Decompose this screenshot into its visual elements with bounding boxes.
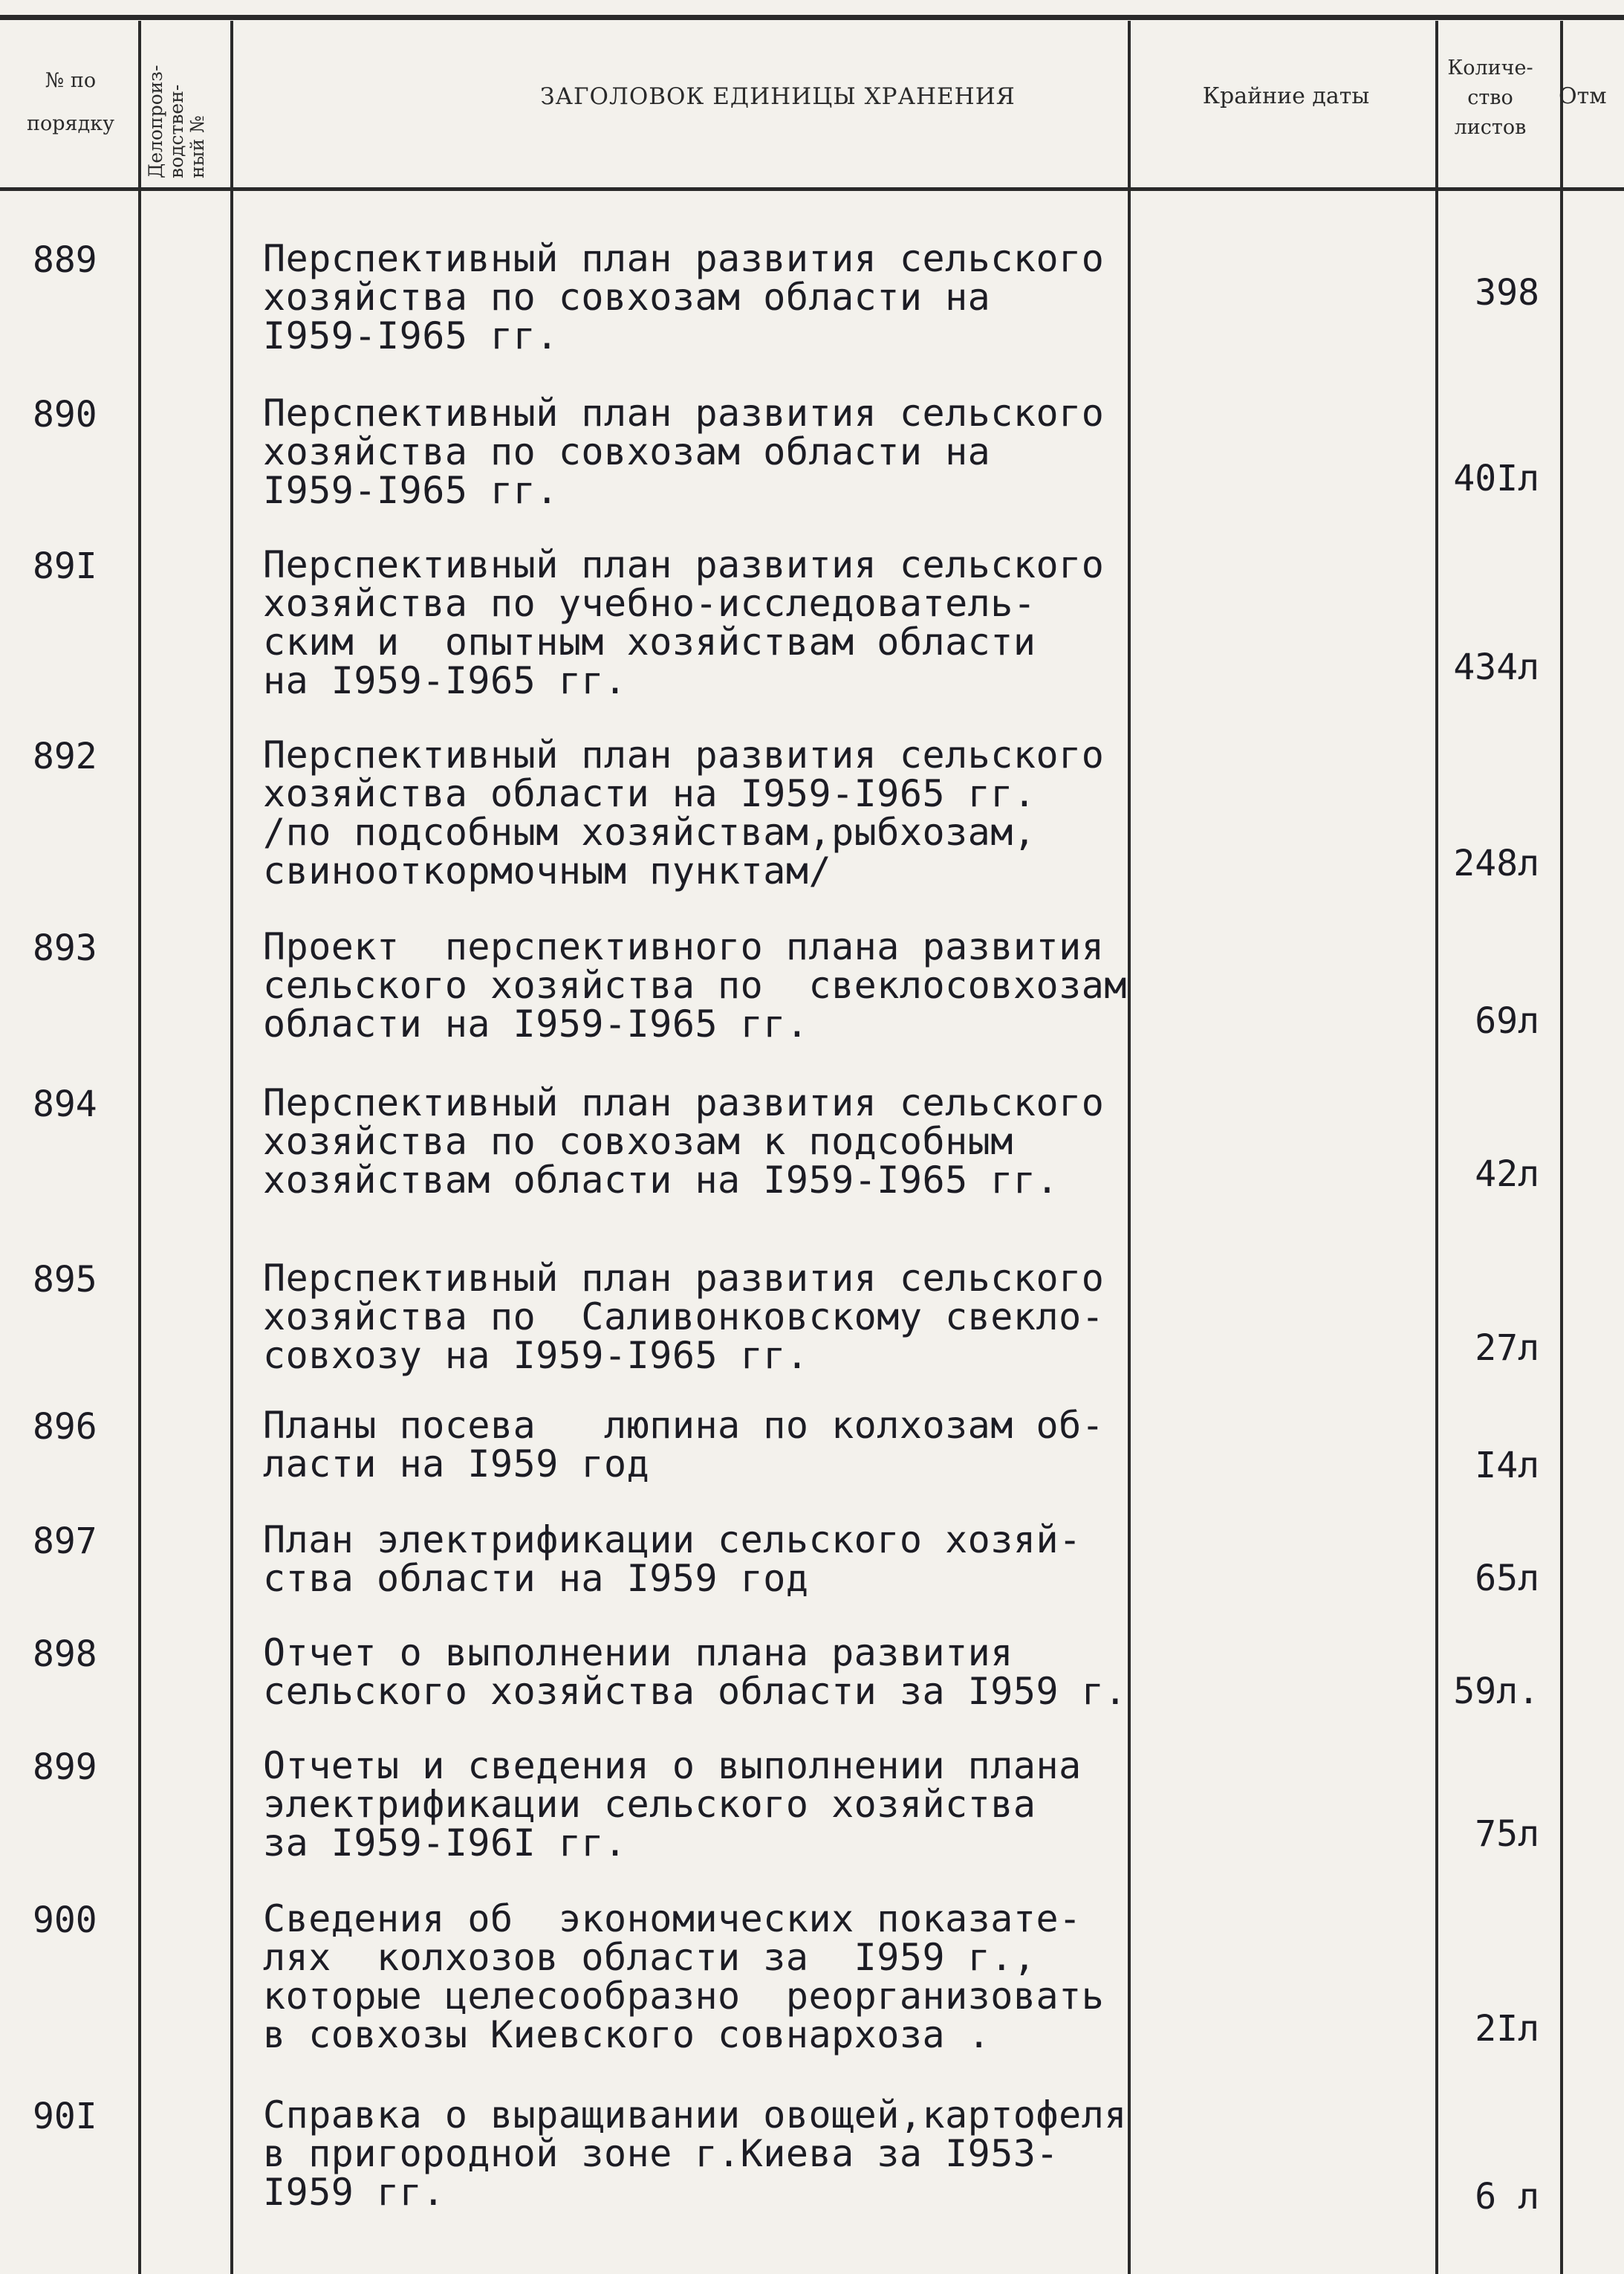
title-line: Планы посева люпина по колхозам об- <box>263 1404 1105 1447</box>
row-title <box>263 545 1154 700</box>
row-title <box>263 239 1154 355</box>
header-number-column <box>15 59 126 146</box>
row-sheet-count: 65л <box>1475 1558 1539 1599</box>
row-title <box>263 733 1154 893</box>
title-line: лях колхозов области за I959 г., <box>263 1936 1036 1979</box>
row-title <box>263 2093 1154 2214</box>
header-count-line3: листов <box>1454 116 1527 139</box>
header-dates-column: Крайние даты <box>1202 83 1370 109</box>
title-line: Отчеты и сведения о выполнении плана <box>263 1744 1082 1787</box>
row-title <box>263 394 1154 510</box>
header-count-line1: Количе- <box>1447 56 1533 80</box>
title-line: Перспективный план развития сельского <box>263 543 1105 586</box>
row-title <box>263 1744 1154 1865</box>
row-number: 894 <box>33 1083 97 1125</box>
header-office-line3: ный № <box>186 115 208 178</box>
title-line: Перспективный план развития сельского <box>263 1257 1105 1300</box>
row-sheet-count: 434л <box>1453 647 1539 688</box>
row-sheet-count: 6 л <box>1475 2176 1539 2218</box>
header-count-line2: ство <box>1467 86 1513 109</box>
title-line: хозяйства по учебно-исследователь- <box>263 582 1036 625</box>
header-count-column <box>1440 54 1541 143</box>
header-notes-column: Отм <box>1559 83 1607 109</box>
row-number: 893 <box>33 927 97 969</box>
title-line: в пригородной зоне г.Киева за I953- <box>263 2132 1059 2175</box>
row-sheet-count: 42л <box>1475 1153 1539 1195</box>
row-number: 896 <box>33 1406 97 1448</box>
title-line: хозяйства по совхозам области на <box>263 276 991 319</box>
row-sheet-count: 398 <box>1475 272 1539 314</box>
row-sheet-count: I4л <box>1475 1445 1539 1486</box>
column-divider-delo <box>230 21 233 2274</box>
title-line: Перспективный план развития сельского <box>263 237 1105 280</box>
column-divider-count <box>1560 21 1563 2274</box>
row-title <box>263 1404 1154 1486</box>
row-number: 90I <box>33 2096 97 2137</box>
row-title <box>263 925 1154 1046</box>
title-line: хозяйства по совхозам области на <box>263 430 991 473</box>
title-line: /по подсобным хозяйствам,рыбхозам, <box>263 811 1036 854</box>
header-office-number-column <box>146 30 220 178</box>
row-number: 900 <box>33 1899 97 1941</box>
title-line: Перспективный план развития сельского <box>263 392 1105 435</box>
title-line: I959-I965 гг. <box>263 469 559 512</box>
row-number: 889 <box>33 239 97 281</box>
title-line: I959-I965 гг. <box>263 314 559 357</box>
row-title <box>263 1081 1154 1202</box>
title-line: свинооткормочным пунктам/ <box>263 849 832 893</box>
header-number-line2: порядку <box>27 112 114 135</box>
title-line: ства области на I959 год <box>263 1557 809 1600</box>
title-line: ским и опытным хозяйствам области <box>263 621 1036 664</box>
row-number: 897 <box>33 1520 97 1562</box>
row-title <box>263 1633 1154 1711</box>
title-line: Сведения об экономических показате- <box>263 1897 1082 1940</box>
row-sheet-count: 75л <box>1475 1813 1539 1855</box>
title-line: Перспективный план развития сельского <box>263 1081 1105 1124</box>
row-number: 895 <box>33 1259 97 1300</box>
title-line: Отчет о выполнении плана развития <box>263 1631 1013 1674</box>
header-office-line1: Делопроиз- <box>145 65 166 178</box>
title-line: Перспективный план развития сельского <box>263 733 1105 777</box>
title-line: за I959-I96I гг. <box>263 1821 627 1865</box>
title-line: Проект перспективного плана развития <box>263 925 1105 968</box>
title-line: Справка о выращивании овощей,картофеля <box>263 2093 1127 2137</box>
row-number: 89I <box>33 545 97 587</box>
column-divider-dates <box>1435 21 1438 2274</box>
row-title <box>263 1520 1154 1598</box>
title-line: сельского хозяйства по свеклосовхозам <box>263 964 1127 1007</box>
row-number: 898 <box>33 1633 97 1675</box>
row-number: 892 <box>33 736 97 777</box>
header-bottom-rule <box>0 187 1624 191</box>
title-line: сельского хозяйства области за I959 г. <box>263 1670 1127 1713</box>
header-number-line1: № по <box>45 69 97 92</box>
title-line: хозяйства по Саливонковскому свекло- <box>263 1295 1105 1338</box>
title-line: ласти на I959 год <box>263 1442 650 1486</box>
title-line: хозяйства области на I959-I965 гг. <box>263 772 1036 815</box>
header-office-line2: водствен- <box>166 84 187 178</box>
title-line: хозяйствам области на I959-I965 гг. <box>263 1159 1059 1202</box>
row-sheet-count: 27л <box>1475 1327 1539 1369</box>
row-sheet-count: 40Iл <box>1453 458 1539 499</box>
title-line: области на I959-I965 гг. <box>263 1002 809 1046</box>
row-sheet-count: 2Iл <box>1475 2008 1539 2050</box>
title-line: в совхозы Киевского совнархоза . <box>263 2013 991 2056</box>
row-title <box>263 1899 1154 2054</box>
row-sheet-count: 69л <box>1475 1000 1539 1042</box>
row-number: 890 <box>33 394 97 435</box>
column-divider-num <box>138 21 141 2274</box>
title-line: хозяйства по совхозам к подсобным <box>263 1120 1013 1163</box>
title-line: электрификации сельского хозяйства <box>263 1783 1036 1826</box>
row-title <box>263 1259 1154 1375</box>
title-line: которые целесообразно реорганизовать <box>263 1975 1105 2018</box>
title-line: на I959-I965 гг. <box>263 659 627 702</box>
row-sheet-count: 248л <box>1453 843 1539 884</box>
row-number: 899 <box>33 1746 97 1788</box>
title-line: совхозу на I959-I965 гг. <box>263 1334 809 1377</box>
header-title-column: ЗАГОЛОВОК ЕДИНИЦЫ ХРАНЕНИЯ <box>540 83 1016 110</box>
title-line: План электрификации сельского хозяй- <box>263 1518 1082 1561</box>
top-rule <box>0 15 1624 20</box>
row-sheet-count: 59л. <box>1453 1671 1539 1712</box>
title-line: I959 гг. <box>263 2171 445 2214</box>
